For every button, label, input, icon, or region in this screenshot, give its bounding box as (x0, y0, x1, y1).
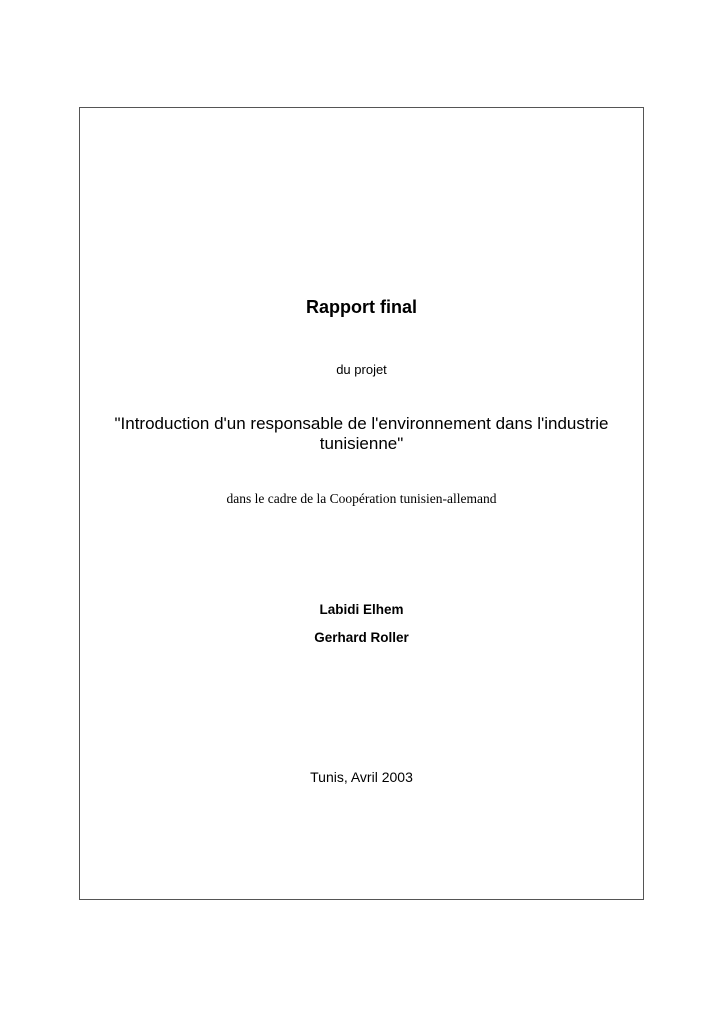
author-name: Gerhard Roller (314, 630, 409, 645)
author-name: Labidi Elhem (319, 602, 404, 617)
report-subtitle: du projet (336, 362, 387, 377)
cooperation-framework: dans le cadre de la Coopération tunisien-allemand (226, 491, 497, 506)
place-and-date: Tunis, Avril 2003 (310, 769, 413, 785)
cover-page-frame (79, 107, 644, 900)
report-title: Rapport final (306, 297, 417, 317)
project-title: "Introduction d'un responsable de l'environnement dans l'industrie tunisienne" (114, 414, 609, 453)
